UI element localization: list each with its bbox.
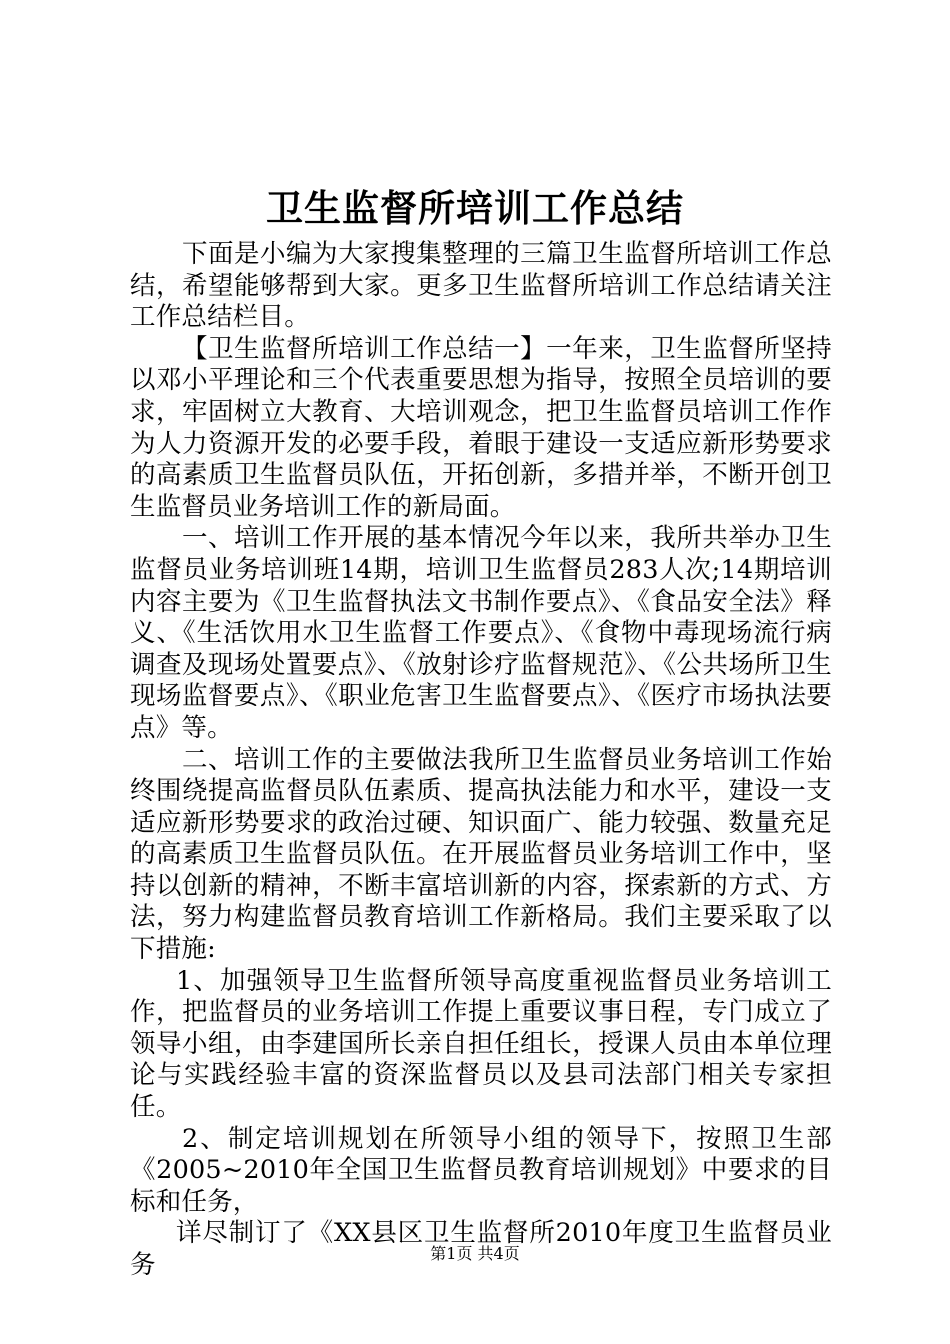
paragraph-intro: 下面是小编为大家搜集整理的三篇卫生监督所培训工作总结，希望能够帮到大家。更多卫生监督所培训工作总结请关注工作总结栏目。: [130, 239, 832, 333]
paragraph-plan-detail: 详尽制订了《XX县区卫生监督所2010年度卫生监督员业务: [130, 1218, 832, 1280]
paragraph-basic-situation: 一、培训工作开展的基本情况今年以来，我所共举办卫生监督员业务培训班14期，培训卫生监督员283人次;14期培训内容主要为《卫生监督执法文书制作要点》、《食品安全法》释义、《生活饮用水卫生监督工作要点》、《食物中毒现场流行病调查及现场处置要点》、《放射诊疗监督规范》、《公共场所卫生现场监督要点》、《职业危害卫生监督要点》、《医疗市场执法要点》等。: [130, 523, 832, 743]
paragraph-summary-one: 【卫生监督所培训工作总结一】一年来，卫生监督所坚持以邓小平理论和三个代表重要思想为指导，按照全员培训的要求，牢固树立大教育、大培训观念，把卫生监督员培训工作作为人力资源开发的必要手段，着眼于建设一支适应新形势要求的高素质卫生监督员队伍，开拓创新，多措并举，不断开创卫生监督员业务培训工作的新局面。: [130, 333, 832, 522]
paragraph-main-practices: 二、培训工作的主要做法我所卫生监督员业务培训工作始终围绕提高监督员队伍素质、提高执法能力和水平，建设一支适应新形势要求的政治过硬、知识面广、能力较强、数量充足的高素质卫生监督员队伍。在开展监督员业务培训工作中，坚持以创新的精神，不断丰富培训新的内容，探索新的方式、方法，努力构建监督员教育培训工作新格局。我们主要采取了以下措施:: [130, 744, 832, 965]
document-title: 卫生监督所培训工作总结: [266, 187, 684, 230]
page-footer: 第1页 共4页: [430, 1244, 520, 1263]
paragraph-training-plan: 2、制定培训规划在所领导小组的领导下，按照卫生部《2005~2010年全国卫生监督员教育培训规划》中要求的目标和任务，: [130, 1123, 832, 1217]
document-body: [130, 239, 832, 1282]
paragraph-leadership: 1、加强领导卫生监督所领导高度重视监督员业务培训工作，把监督员的业务培训工作提上重要议事日程，专门成立了领导小组，由李建国所长亲自担任组长，授课人员由本单位理论与实践经验丰富的资深监督员以及县司法部门相关专家担任。: [130, 965, 832, 1123]
